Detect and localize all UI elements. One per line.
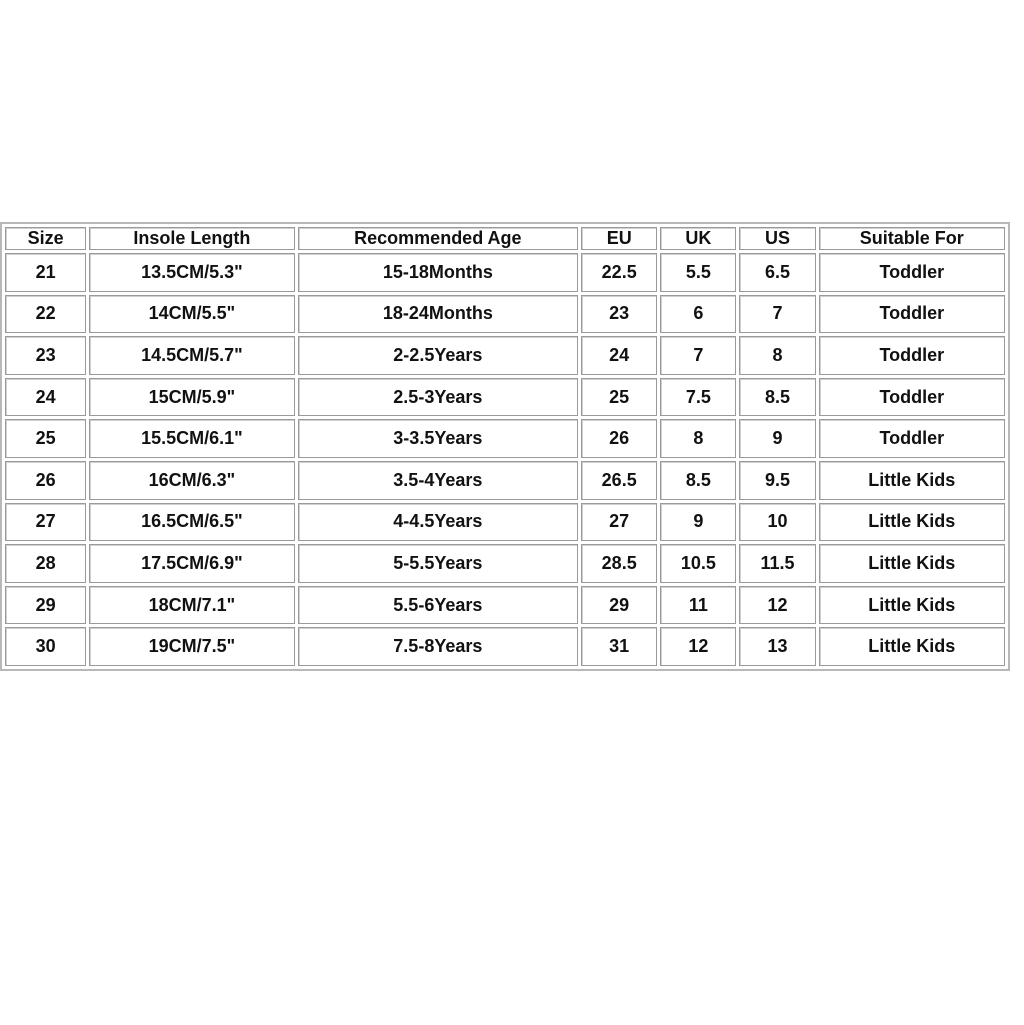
cell-recommended-age: 5-5.5Years xyxy=(298,544,579,583)
cell-insole-length: 15CM/5.9" xyxy=(89,378,294,417)
cell-size: 22 xyxy=(5,295,86,334)
cell-eu: 29 xyxy=(581,586,657,625)
cell-insole-length: 17.5CM/6.9" xyxy=(89,544,294,583)
cell-size: 26 xyxy=(5,461,86,500)
cell-recommended-age: 3-3.5Years xyxy=(298,419,579,458)
table-row xyxy=(5,295,1005,334)
cell-us: 11.5 xyxy=(739,544,815,583)
header-us: US xyxy=(739,227,815,250)
cell-insole-length: 19CM/7.5" xyxy=(89,627,294,666)
cell-suitable-for: Toddler xyxy=(819,336,1005,375)
cell-us: 8 xyxy=(739,336,815,375)
cell-us: 9 xyxy=(739,419,815,458)
cell-suitable-for: Little Kids xyxy=(819,627,1005,666)
cell-size: 23 xyxy=(5,336,86,375)
cell-suitable-for: Little Kids xyxy=(819,503,1005,542)
cell-recommended-age: 3.5-4Years xyxy=(298,461,579,500)
cell-eu: 31 xyxy=(581,627,657,666)
cell-us: 13 xyxy=(739,627,815,666)
header-eu: EU xyxy=(581,227,657,250)
cell-uk: 10.5 xyxy=(660,544,736,583)
cell-uk: 6 xyxy=(660,295,736,334)
cell-us: 6.5 xyxy=(739,253,815,292)
table-row xyxy=(5,419,1005,458)
table-row xyxy=(5,336,1005,375)
cell-suitable-for: Little Kids xyxy=(819,461,1005,500)
cell-insole-length: 13.5CM/5.3" xyxy=(89,253,294,292)
cell-size: 28 xyxy=(5,544,86,583)
cell-uk: 8.5 xyxy=(660,461,736,500)
cell-size: 27 xyxy=(5,503,86,542)
cell-insole-length: 16CM/6.3" xyxy=(89,461,294,500)
header-size: Size xyxy=(5,227,86,250)
table-row xyxy=(5,586,1005,625)
header-recommended-age: Recommended Age xyxy=(298,227,579,250)
cell-eu: 26.5 xyxy=(581,461,657,500)
cell-insole-length: 16.5CM/6.5" xyxy=(89,503,294,542)
cell-suitable-for: Little Kids xyxy=(819,544,1005,583)
table-row xyxy=(5,253,1005,292)
cell-suitable-for: Toddler xyxy=(819,295,1005,334)
cell-uk: 7 xyxy=(660,336,736,375)
cell-uk: 12 xyxy=(660,627,736,666)
cell-eu: 23 xyxy=(581,295,657,334)
cell-size: 24 xyxy=(5,378,86,417)
cell-recommended-age: 18-24Months xyxy=(298,295,579,334)
cell-us: 7 xyxy=(739,295,815,334)
table-row xyxy=(5,544,1005,583)
cell-us: 10 xyxy=(739,503,815,542)
cell-eu: 26 xyxy=(581,419,657,458)
table-row xyxy=(5,461,1005,500)
cell-size: 25 xyxy=(5,419,86,458)
cell-insole-length: 15.5CM/6.1" xyxy=(89,419,294,458)
cell-insole-length: 18CM/7.1" xyxy=(89,586,294,625)
cell-recommended-age: 2.5-3Years xyxy=(298,378,579,417)
cell-uk: 7.5 xyxy=(660,378,736,417)
cell-us: 12 xyxy=(739,586,815,625)
cell-eu: 28.5 xyxy=(581,544,657,583)
cell-us: 8.5 xyxy=(739,378,815,417)
cell-eu: 22.5 xyxy=(581,253,657,292)
table-row xyxy=(5,378,1005,417)
size-chart xyxy=(0,222,1010,671)
cell-suitable-for: Toddler xyxy=(819,253,1005,292)
cell-suitable-for: Toddler xyxy=(819,419,1005,458)
cell-size: 21 xyxy=(5,253,86,292)
cell-recommended-age: 15-18Months xyxy=(298,253,579,292)
cell-recommended-age: 7.5-8Years xyxy=(298,627,579,666)
cell-suitable-for: Toddler xyxy=(819,378,1005,417)
cell-insole-length: 14.5CM/5.7" xyxy=(89,336,294,375)
size-chart-table xyxy=(2,224,1008,669)
cell-us: 9.5 xyxy=(739,461,815,500)
cell-eu: 24 xyxy=(581,336,657,375)
cell-size: 30 xyxy=(5,627,86,666)
header-row xyxy=(5,227,1005,250)
cell-uk: 8 xyxy=(660,419,736,458)
cell-eu: 25 xyxy=(581,378,657,417)
cell-uk: 9 xyxy=(660,503,736,542)
table-row xyxy=(5,503,1005,542)
cell-suitable-for: Little Kids xyxy=(819,586,1005,625)
cell-size: 29 xyxy=(5,586,86,625)
cell-eu: 27 xyxy=(581,503,657,542)
table-row xyxy=(5,627,1005,666)
header-insole-length: Insole Length xyxy=(89,227,294,250)
cell-uk: 5.5 xyxy=(660,253,736,292)
cell-recommended-age: 4-4.5Years xyxy=(298,503,579,542)
cell-recommended-age: 5.5-6Years xyxy=(298,586,579,625)
cell-recommended-age: 2-2.5Years xyxy=(298,336,579,375)
header-suitable-for: Suitable For xyxy=(819,227,1005,250)
cell-uk: 11 xyxy=(660,586,736,625)
header-uk: UK xyxy=(660,227,736,250)
cell-insole-length: 14CM/5.5" xyxy=(89,295,294,334)
